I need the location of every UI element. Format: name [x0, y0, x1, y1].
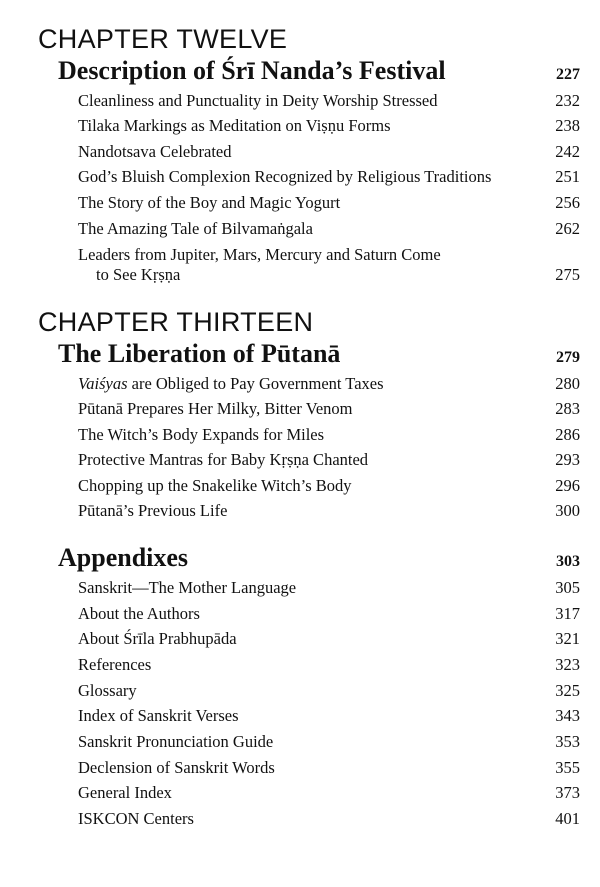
entry-title: Glossary [78, 681, 137, 700]
page-number: 355 [555, 758, 580, 777]
appendixes-title: Appendixes [58, 543, 189, 572]
entry-title: The Witch’s Body Expands for Miles [78, 425, 325, 444]
entry-title: Pūtanā’s Previous Life [78, 501, 228, 520]
page-number: 343 [555, 706, 580, 725]
entry-title: Declension of Sanskrit Words [78, 758, 275, 777]
chapter-label: CHAPTER TWELVE [38, 24, 288, 54]
page-number: 303 [556, 553, 580, 570]
page-number: 323 [555, 655, 580, 674]
entry-title: Leaders from Jupiter, Mars, Mercury and Saturn Come [78, 245, 441, 264]
page-number: 321 [555, 629, 580, 648]
page-number: 325 [555, 681, 580, 700]
chapter-label: CHAPTER THIRTEEN [38, 307, 314, 337]
page-number: 401 [555, 809, 580, 828]
page-number: 238 [555, 116, 580, 135]
entry-title: Sanskrit—The Mother Language [78, 578, 297, 597]
entry-title: God’s Bluish Complexion Recognized by Religious Traditions [78, 167, 492, 186]
page-number: 317 [555, 604, 580, 623]
toc-entry[interactable] [78, 244, 580, 286]
entry-title: About Śrīla Prabhupāda [78, 629, 237, 648]
entry-title: Nandotsava Celebrated [78, 142, 232, 161]
page-number: 296 [555, 476, 580, 495]
entry-title: Pūtanā Prepares Her Milky, Bitter Venom [78, 399, 353, 418]
entry-title: Index of Sanskrit Verses [78, 706, 239, 725]
chapter-title: Description of Śrī Nanda’s Festival [58, 56, 446, 85]
entry-title: Protective Mantras for Baby Kṛṣṇa Chanted [78, 450, 369, 469]
page-number: 262 [555, 219, 580, 238]
page-number: 232 [555, 91, 580, 110]
entry-title: General Index [78, 783, 172, 802]
chapter-title: The Liberation of Pūtanā [58, 339, 341, 368]
page-number: 353 [555, 732, 580, 751]
page-number: 373 [555, 783, 580, 802]
entry-title: The Amazing Tale of Bilvamaṅgala [78, 219, 313, 238]
entry-title: Cleanliness and Punctuality in Deity Worship Stressed [78, 91, 438, 110]
page-number: 286 [555, 425, 580, 444]
entry-title: Tilaka Markings as Meditation on Viṣṇu Forms [78, 116, 391, 135]
entry-title [78, 373, 384, 394]
page-number: 283 [555, 399, 580, 418]
entry-title: ISKCON Centers [78, 809, 194, 828]
page-number: 279 [556, 349, 580, 366]
entry-title-italic: Vaiśyas [78, 374, 128, 393]
page-number: 305 [555, 578, 580, 597]
page-number: 275 [555, 265, 580, 284]
entry-title-continuation: to See Kṛṣṇa [96, 265, 181, 284]
page-number: 227 [556, 66, 580, 83]
entry-title: Sanskrit Pronunciation Guide [78, 732, 274, 751]
entry-title: Chopping up the Snakelike Witch’s Body [78, 476, 352, 495]
page-number: 293 [555, 450, 580, 469]
entry-title: References [78, 655, 152, 674]
page-number: 256 [555, 193, 580, 212]
page-number: 280 [555, 374, 580, 393]
page-number: 251 [555, 167, 580, 186]
entry-title: About the Authors [78, 604, 200, 623]
entry-title: The Story of the Boy and Magic Yogurt [78, 193, 341, 212]
entry-title-rest: are Obliged to Pay Government Taxes [127, 374, 384, 393]
page-number: 242 [555, 142, 580, 161]
page-number: 300 [555, 501, 580, 520]
